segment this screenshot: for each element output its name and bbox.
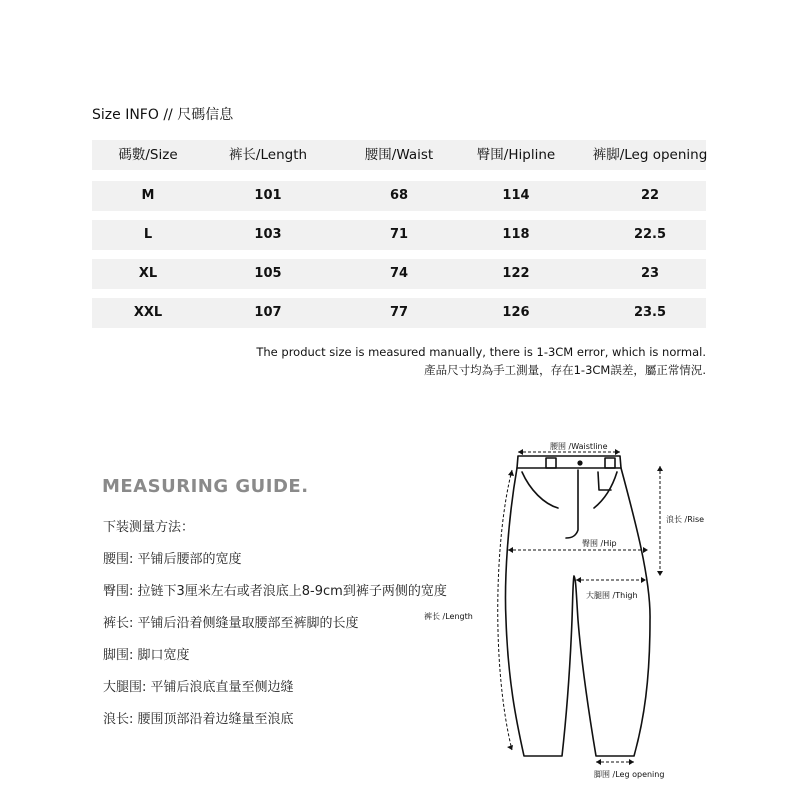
cell-size: M <box>141 188 155 203</box>
cell-size: XXL <box>133 305 163 320</box>
cell-waist: 77 <box>389 305 409 320</box>
cell-leg-opening: 23.5 <box>633 305 667 320</box>
guide-thigh: 大腿围: 平铺后浪底直量至侧边缝 <box>103 680 294 695</box>
header-leg-opening: 裤脚/Leg opening <box>592 147 708 163</box>
cell-size: XL <box>138 266 158 281</box>
header-length: 裤长/Length <box>228 147 308 163</box>
guide-waist: 腰围: 平铺后腰部的宽度 <box>103 552 242 567</box>
label-length: 裤长 /Length <box>424 612 473 621</box>
table-header-row <box>92 140 706 170</box>
note-english: The product size is measured manually, there is 1-3CM error, which is normal. <box>256 345 706 359</box>
label-hip: 臀围 /Hip <box>582 539 617 548</box>
cell-length: 107 <box>254 305 282 320</box>
button-icon <box>577 460 582 465</box>
cell-hipline: 122 <box>502 266 530 281</box>
cell-size: L <box>143 227 153 242</box>
guide-leg-opening: 脚围: 脚口宽度 <box>103 648 190 663</box>
cell-leg-opening: 22.5 <box>633 227 667 242</box>
measuring-guide-title: MEASURING GUIDE. <box>102 476 309 497</box>
header-hipline: 臀围/Hipline <box>476 147 556 163</box>
guide-length: 裤长: 平铺后沿着侧缝量取腰部至裤脚的长度 <box>103 616 359 631</box>
header-waist: 腰围/Waist <box>364 147 434 163</box>
table-row <box>92 220 706 250</box>
table-row <box>92 298 706 328</box>
table-row <box>92 259 706 289</box>
size-info-title: Size INFO // 尺碼信息 <box>92 107 234 123</box>
cell-hipline: 114 <box>502 188 530 203</box>
label-rise: 浪长 /Rise <box>666 515 705 524</box>
guide-rise: 浪长: 腰围顶部沿着边缝量至浪底 <box>103 712 294 727</box>
cell-length: 101 <box>254 188 282 203</box>
cell-waist: 74 <box>389 266 409 281</box>
cell-hipline: 118 <box>502 227 530 242</box>
pants-diagram <box>420 430 720 790</box>
cell-hipline: 126 <box>502 305 530 320</box>
label-thigh: 大腿围 /Thigh <box>586 591 638 600</box>
table-row <box>92 181 706 211</box>
label-leg-opening: 脚围 /Leg opening <box>594 770 665 779</box>
cell-leg-opening: 22 <box>640 188 660 203</box>
cell-length: 103 <box>254 227 282 242</box>
cell-waist: 71 <box>389 227 409 242</box>
cell-waist: 68 <box>389 188 409 203</box>
label-waistline: 腰围 /Waistline <box>550 442 608 451</box>
note-chinese: 產品尺寸均為手工測量，存在1-3CM誤差，屬正常情況. <box>424 363 706 377</box>
header-size: 碼數/Size <box>118 147 178 163</box>
cell-length: 105 <box>254 266 282 281</box>
pants-illustration <box>420 430 720 790</box>
guide-hip: 臀围: 拉链下3厘米左右或者浪底上8-9cm到裤子两侧的宽度 <box>103 584 447 599</box>
cell-leg-opening: 23 <box>640 266 660 281</box>
guide-intro: 下装测量方法： <box>103 520 195 535</box>
